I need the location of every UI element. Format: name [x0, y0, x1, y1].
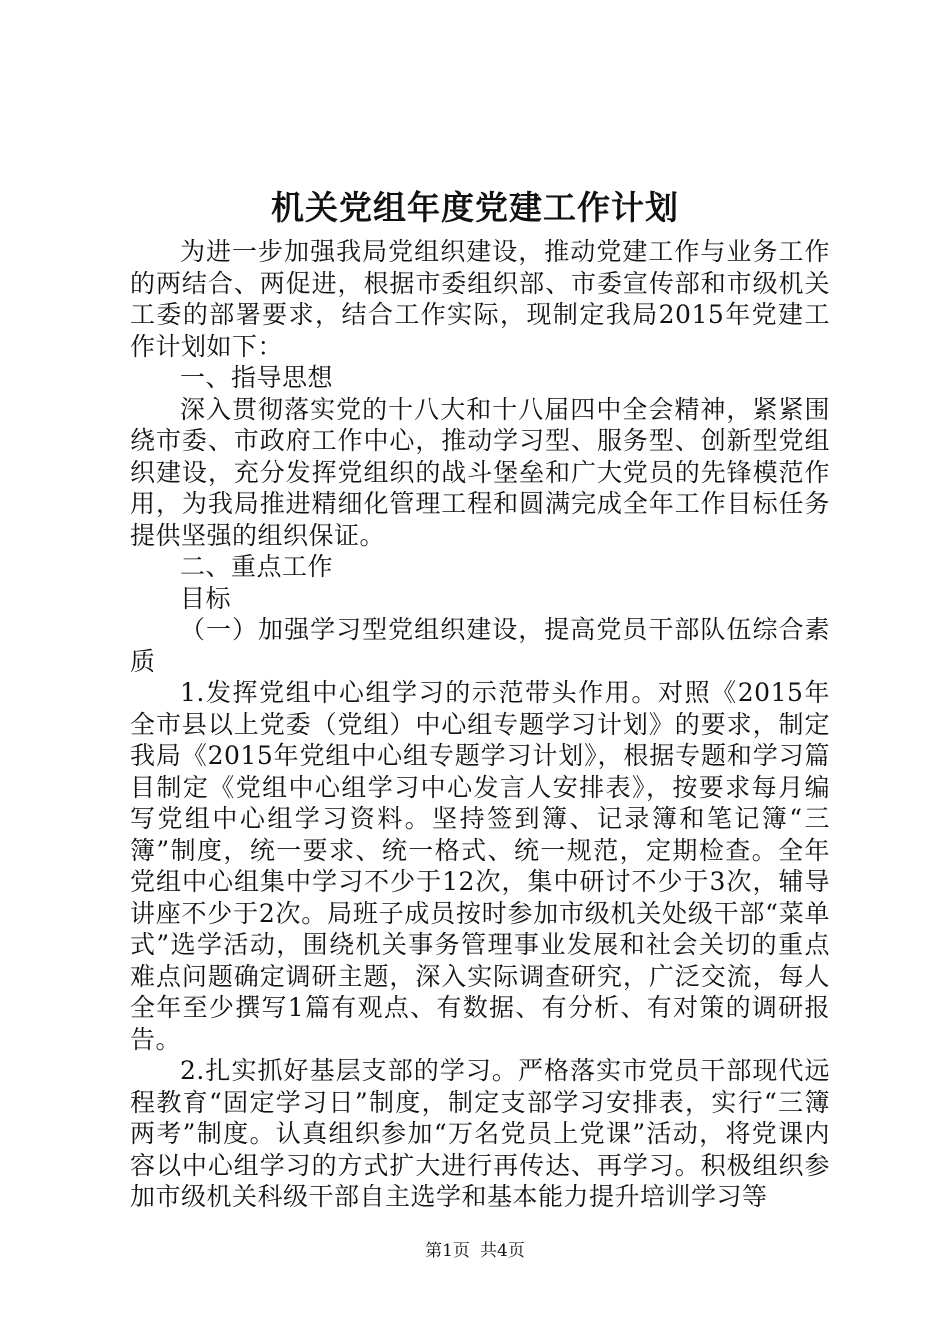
- item-1-paragraph: 1.发挥党组中心组学习的示范带头作用。对照《2015年全市县以上党委（党组）中心组专题学习计划》的要求，制定我局《2015年党组中心组专题学习计划》，根据专题和学习篇目制定《党组中心组学习中心发言人安排表》，按要求每月编写党组中心组学习资料。坚持签到簿、记录簿和笔记簿“三簿”制度，统一要求、统一格式、统一规范，定期检查。全年党组中心组集中学习不少于12次，集中研讨不少于3次，辅导讲座不少于2次。局班子成员按时参加市级机关处级干部“菜单式”选学活动，围绕机关事务管理事业发展和社会关切的重点难点问题确定调研主题，深入实际调查研究，广泛交流，每人全年至少撰写1篇有观点、有数据、有分析、有对策的调研报告。: [130, 678, 830, 1054]
- document-title: 机关党组年度党建工作计划: [271, 188, 679, 227]
- page-footer: [0, 1240, 950, 1262]
- intro-paragraph: 为进一步加强我局党组织建设，推动党建工作与业务工作的两结合、两促进，根据市委组织部、市委宣传部和市级机关工委的部署要求，结合工作实际，现制定我局2015年党建工作计划如下：: [130, 237, 830, 361]
- document-body: [130, 236, 830, 1213]
- page-number: 第1页: [425, 1241, 470, 1261]
- goal-label: 目标: [180, 583, 232, 613]
- section-heading-key-work: 二、重点工作: [180, 552, 334, 581]
- guiding-ideology-paragraph: 深入贯彻落实党的十八大和十八届四中全会精神，紧紧围绕市委、市政府工作中心，推动学习型、服务型、创新型党组织建设，充分发挥党组织的战斗堡垒和广大党员的先锋模范作用，为我局推进精细化管理工程和圆满完成全年工作目标任务提供坚强的组织保证。: [130, 394, 830, 550]
- item-2-paragraph: 2.扎实抓好基层支部的学习。严格落实市党员干部现代远程教育“固定学习日”制度，制定支部学习安排表，实行“三簿两考”制度。认真组织参加“万名党员上党课”活动，将党课内容以中心组学习的方式扩大进行再传达、再学习。积极组织参加市级机关科级干部自主选学和基本能力提升培训学习等: [130, 1056, 830, 1211]
- section-heading-guiding-ideology: 一、指导思想: [180, 363, 334, 392]
- subsection-heading-1: （一）加强学习型党组织建设，提高党员干部队伍综合素质: [130, 615, 830, 676]
- page-total: 共4页: [480, 1241, 525, 1261]
